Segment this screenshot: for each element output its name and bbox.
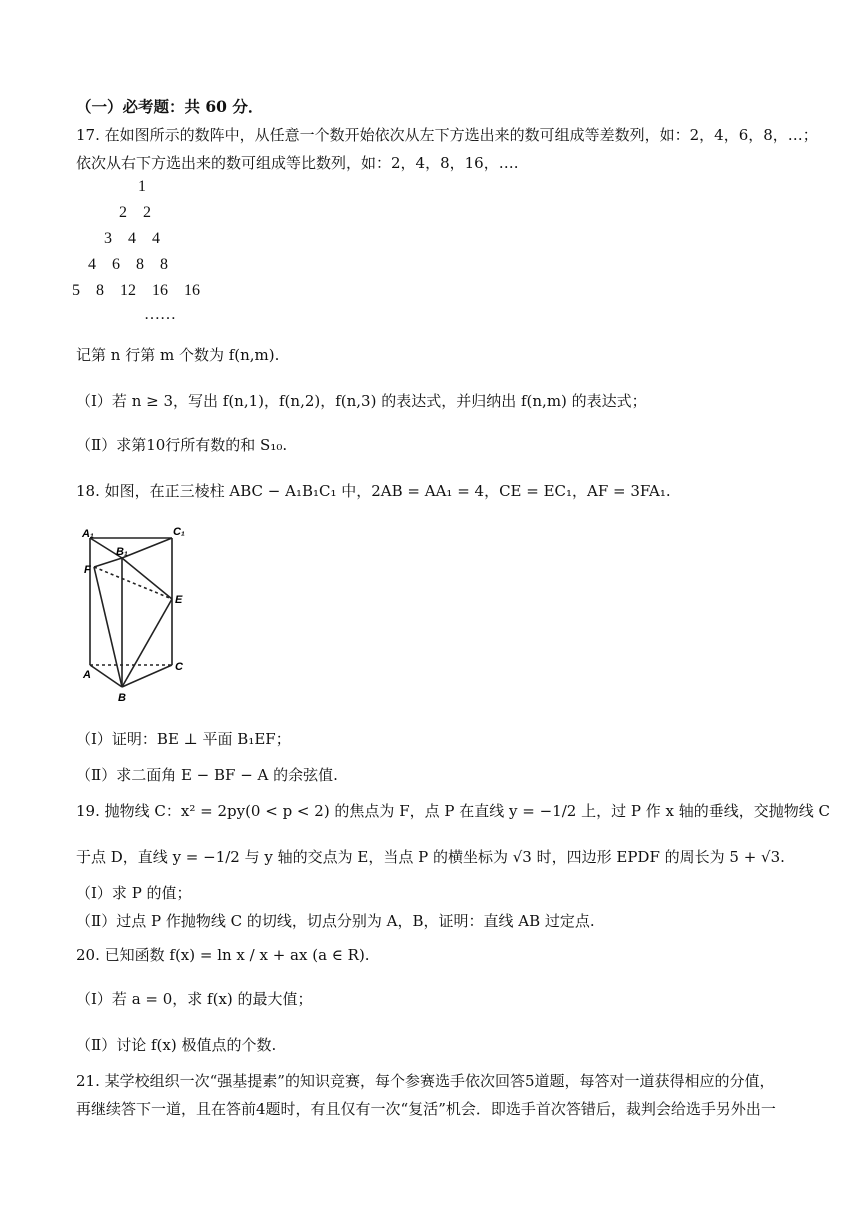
- segment-fb: [94, 567, 122, 687]
- triangle-row: 3 4 4: [104, 230, 160, 247]
- q17-definition: 记第 n 行第 m 个数为 f(n,m).: [76, 346, 280, 364]
- q20-stem: 20. 已知函数 f(x) = ln x / x + ax (a ∈ R).: [76, 946, 370, 964]
- q21-line2: 再继续答下一道，且在答前4题时，有且仅有一次“复活”机会．即选手首次答错后，裁判会给选手另外出一: [76, 1100, 776, 1118]
- triangle-row: 1: [138, 178, 146, 195]
- label-f: F: [84, 564, 91, 576]
- q18-part1: （Ⅰ）证明：BE ⊥ 平面 B₁EF；: [76, 730, 291, 748]
- label-c1: C₁: [173, 526, 185, 538]
- segment-eb: [122, 599, 172, 687]
- triangle-ellipsis: ……: [144, 306, 176, 323]
- segment-fe-hidden: [94, 567, 172, 599]
- q18-stem: 18. 如图，在正三棱柱 ABC − A₁B₁C₁ 中，2AB = AA₁ = 4，CE = EC₁，AF = 3FA₁.: [76, 482, 671, 500]
- q19-line1: 19. 抛物线 C：x² = 2py(0 < p < 2) 的焦点为 F，点 P 在直线 y = −1/2 上，过 P 作 x 轴的垂线，交抛物线 C: [76, 802, 830, 820]
- section-title: （一）必考题：共 60 分．: [76, 97, 264, 116]
- edge-bc: [122, 665, 172, 687]
- label-b1: B₁: [116, 546, 128, 558]
- prism-figure: [80, 525, 190, 705]
- edge-b1c1: [122, 538, 172, 558]
- q19-part1: （Ⅰ）求 P 的值；: [76, 884, 192, 902]
- q17-part2: （Ⅱ）求第10行所有数的和 S₁₀.: [76, 436, 288, 454]
- q20-part1: （Ⅰ）若 a = 0，求 f(x) 的最大值；: [76, 990, 313, 1008]
- label-c: C: [175, 661, 183, 673]
- label-e: E: [175, 594, 183, 606]
- q17-part1: （Ⅰ）若 n ≥ 3，写出 f(n,1)，f(n,2)，f(n,3) 的表达式，并归纳出 f(n,m) 的表达式；: [76, 392, 647, 410]
- label-a: A: [83, 669, 91, 681]
- q17-line2: 依次从右下方选出来的数可组成等比数列，如：2，4，8，16，….: [76, 154, 519, 172]
- q20-part2: （Ⅱ）讨论 f(x) 极值点的个数.: [76, 1036, 277, 1054]
- triangle-row: 5 8 12 16 16: [72, 282, 200, 299]
- triangle-row: 4 6 8 8: [88, 256, 168, 273]
- q21-line1: 21. 某学校组织一次“强基提素”的知识竞赛，每个参赛选手依次回答5道题，每答对一道获得相应的分值，: [76, 1072, 775, 1090]
- q18-part2: （Ⅱ）求二面角 E − BF − A 的余弦值.: [76, 766, 338, 784]
- segment-b1e: [122, 558, 172, 599]
- q17-line1: 17. 在如图所示的数阵中，从任意一个数开始依次从左下方选出来的数可组成等差数列，如：2，4，6，8，…；: [76, 126, 818, 144]
- q19-line2: 于点 D，直线 y = −1/2 与 y 轴的交点为 E，当点 P 的横坐标为 √3 时，四边形 EPDF 的周长为 5 + √3.: [76, 848, 785, 866]
- q19-part2: （Ⅱ）过点 P 作抛物线 C 的切线，切点分别为 A，B，证明：直线 AB 过定点.: [76, 912, 595, 930]
- triangle-row: 2 2: [119, 204, 151, 221]
- label-b: B: [118, 692, 126, 704]
- segment-fb1: [94, 558, 122, 567]
- label-a1: A₁: [82, 528, 94, 540]
